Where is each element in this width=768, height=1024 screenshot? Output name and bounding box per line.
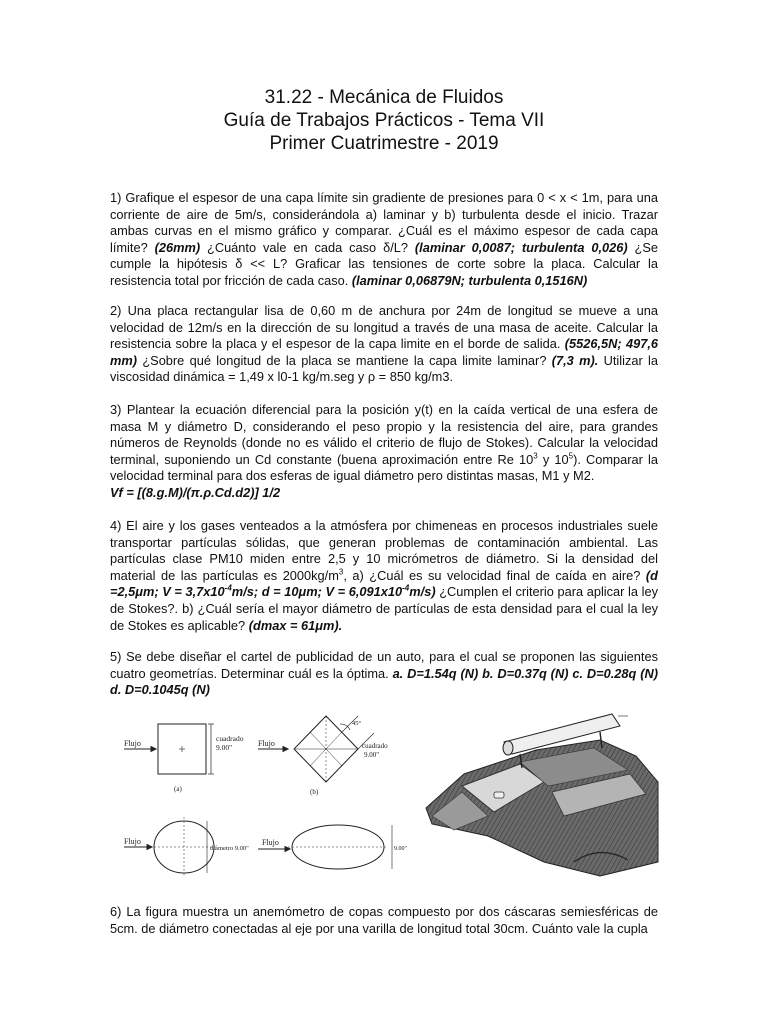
problem-2: [110, 303, 658, 386]
car-sign-drawing: [424, 712, 660, 882]
problem-1-text-a: 1) Grafique el espesor de una capa límite sin gradiente de presiones para 0 < x < 1m, para una corriente de aire de 5m/s, considerándola a) laminar y b) turbulenta desde el inicio. Trazar ambas curvas en el mismo gráfico y comparar. ¿Cuál es el máximo espesor de cada capa límite?: [110, 190, 658, 255]
problem-3-text-c: ). Comparar la velocidad terminal para dos esferas de igual diámetro pero distintas masas, M1 y M2.: [110, 451, 658, 484]
label-a: (a): [174, 785, 182, 793]
problem-4-answer-a: (d =2,5μm; V = 3,7x10: [110, 567, 659, 600]
problem-4-sup-c: -4: [402, 584, 410, 594]
square-cuadrado-label: cuadrado: [216, 734, 244, 743]
problem-6-text-a: 6) La figura muestra un anemómetro de copas compuesto por dos cáscaras semiesféricas de 5cm. de diámetro conectadas al eje por una varilla de longitud total 30cm. Cuánto vale la cupla: [110, 904, 658, 936]
ellipse-dimension-label: 9.00": [394, 846, 407, 852]
label-b: (b): [310, 788, 319, 796]
problem-5-answer-a: a. D=1.54q (N) b. D=0.37q (N) c. D=0.28q (N) d. D=0.1045q (N): [110, 665, 658, 698]
course-title: 31.22 - Mecánica de Fluidos: [264, 87, 504, 108]
problem-4-answer-d: (dmax = 61μm).: [248, 617, 343, 633]
problem-3-text-a: 3) Plantear la ecuación diferencial para la posición y(t) en la caída vertical de una esfera de masa M y diámetro D, considerando el peso propio y la resistencia del aire, para grandes números de Reynolds (donde no es válido el criterio de flujo de Stokes). Calcular la velocidad terminal, suponiendo un Cd constante (buena aproximación entre Re 10: [110, 402, 658, 467]
problem-4-text-a: 4) El aire y los gases venteados a la atmósfera por chimeneas en procesos industriales suele transportar partículas sólidas, que generan problemas de contaminación ambiental. Las partículas clase PM10 miden entre 2,5 y 10 micrómetros de diámetro. Si la densidad del material de las partículas es 2000kg/m: [110, 518, 658, 583]
square-flow-label: Flujo: [124, 739, 141, 748]
problem-2-answer-b: (7,3 m).: [551, 352, 599, 368]
problem-1: [110, 190, 658, 290]
square-dimension-label: 9.00": [216, 743, 233, 752]
problem-4-text-b2: ¿Cumplen el criterio para aplicar la ley de Stokes?. b) ¿Cuál sería el mayor diámetro de partículas de esta densidad para el cual la ley de Stokes es aplicable?: [110, 584, 658, 633]
diamond-angle-label: 45°: [352, 720, 362, 727]
problem-3-sup-a: 3: [533, 451, 538, 461]
document-header: [0, 86, 768, 155]
ellipse-geometry: [258, 825, 392, 869]
problem-1-answer-c: (laminar 0,06879N; turbulenta 0,1516N): [351, 272, 588, 288]
problem-1-text-c: ¿Se cumple la hipótesis δ << L? Graficar las tensiones de corte sobre la placa. Calcular la resistencia total por fricción de cada caso.: [110, 239, 658, 288]
problem-6: [110, 904, 658, 937]
problem-4-answer-c: m/s): [409, 584, 436, 600]
diamond-flow-label: Flujo: [258, 739, 275, 748]
guide-title: Guía de Trabajos Prácticos - Tema VII: [223, 110, 545, 131]
diamond-cuadrado-label: cuadrado: [362, 742, 388, 750]
car-sign-figure: [424, 712, 660, 882]
problem-4-sup-b: -4: [224, 584, 232, 594]
problem-3: [110, 402, 658, 502]
problem-3-text-b: y 10: [537, 451, 569, 467]
car-mirror: [494, 792, 504, 798]
problem-3-sup-b: 5: [568, 451, 574, 461]
circle-flow-label: Flujo: [124, 837, 141, 846]
ellipse-flow-label: Flujo: [262, 838, 279, 847]
problem-2-text-a: 2) Una placa rectangular lisa de 0,60 m de anchura por 24m de longitud se mueve a una velocidad de 12m/s en la dirección de su longitud a través de una masa de aceite. Calcular la resistencia sobre la placa y el espesor de la capa limite en el borde de salida.: [110, 303, 658, 352]
problem-4-sup-a: 3: [338, 567, 344, 577]
problem-5: [110, 649, 658, 699]
problem-2-text-b: ¿Sobre qué longitud de la placa se mantiene la capa limite laminar?: [137, 352, 552, 368]
problem-1-text-b: ¿Cuánto vale en cada caso δ/L?: [200, 239, 415, 255]
diamond-dimension-label: 9.00": [364, 751, 380, 759]
problem-1-answer-a: (26mm): [154, 239, 201, 255]
problem-4-answer-b: m/s; d = 10μm; V = 6,091x10: [231, 584, 403, 600]
square-geometry: [124, 724, 214, 774]
geometries-figure: [112, 712, 407, 882]
geometries-drawing: [112, 712, 407, 882]
problem-3-formula: Vf = [(8.g.M)/(π.ρ.Cd.d2)] 1/2: [110, 484, 281, 500]
problem-4: [110, 518, 658, 634]
circle-geometry: [124, 817, 218, 877]
problem-1-answer-b: (laminar 0,0087; turbulenta 0,026): [414, 239, 628, 255]
problem-2-answer-a: (5526,5N; 497,6 mm): [110, 336, 658, 368]
term-title: Primer Cuatrimestre - 2019: [269, 133, 499, 154]
problem-2-text-c: Utilizar la viscosidad dinámica = 1,49 x l0-1 kg/m.seg y ρ = 850 kg/m3.: [110, 352, 658, 385]
problem-4-text-b: , a) ¿Cuál es su velocidad final de caída en aire?: [343, 567, 646, 583]
problem-5-text-a: 5) Se debe diseñar el cartel de publicidad de un auto, para el cual se proponen las siguientes cuatro geometrías. Determinar cuál es la óptima.: [110, 649, 658, 681]
circle-diameter-label: diámetro 9.00": [210, 845, 249, 852]
